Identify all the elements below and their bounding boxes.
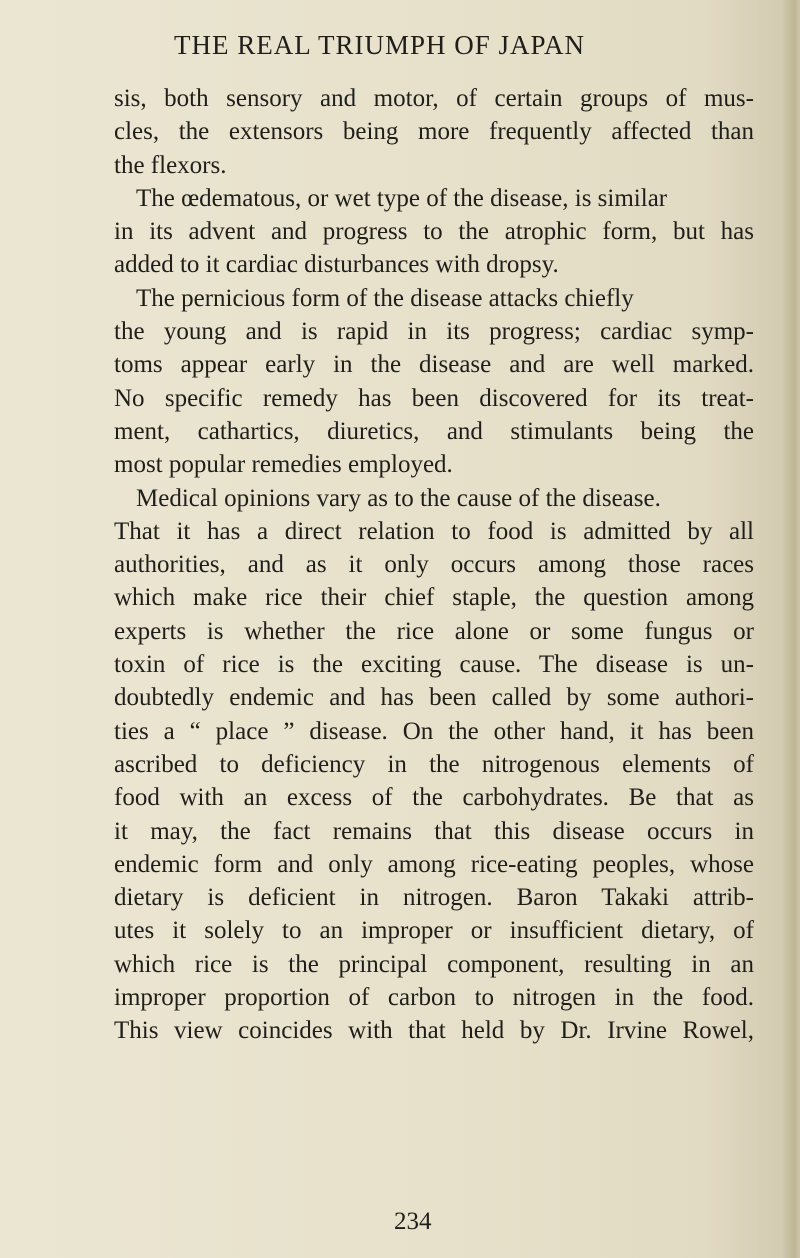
text-line: experts is whether the rice alone or some fungus or — [114, 617, 754, 645]
text-line: The pernicious form of the disease attacks chiefly — [136, 284, 634, 312]
text-line: Medical opinions vary as to the cause of the disease. — [136, 484, 661, 512]
page-number: 234 — [394, 1208, 432, 1235]
text-line: which rice is the principal component, resulting in an — [114, 950, 754, 978]
text-line: ascribed to deficiency in the nitrogenous elements of — [114, 750, 754, 778]
text-line: toxin of rice is the exciting cause. The disease is un- — [114, 651, 754, 679]
text-line: doubtedly endemic and has been called by some authori- — [114, 684, 754, 712]
text-line: sis, both sensory and motor, of certain groups of mus- — [114, 85, 754, 112]
text-line: the flexors. — [114, 151, 227, 179]
text-line: most popular remedies employed. — [114, 451, 453, 479]
text-line: added to it cardiac disturbances with dropsy. — [114, 251, 559, 279]
text-line: in its advent and progress to the atrophic form, but has — [114, 218, 754, 246]
body-text — [114, 82, 754, 1048]
text-line: food with an excess of the carbohydrates. Be that as — [114, 784, 754, 812]
text-line: which make rice their chief staple, the question among — [114, 584, 754, 612]
text-line: This view coincides with that held by Dr. Irvine Rowel, — [114, 1017, 754, 1045]
text-line: authorities, and as it only occurs among those races — [114, 551, 754, 579]
text-line: toms appear early in the disease and are well marked. — [114, 351, 754, 379]
text-line: improper proportion of carbon to nitrogen in the food. — [114, 984, 754, 1012]
text-line: No specific remedy has been discovered for its treat- — [114, 384, 754, 412]
text-line: the young and is rapid in its progress; cardiac symp- — [114, 318, 754, 346]
text-line: ties a “ place ” disease. On the other hand, it has been — [114, 717, 754, 745]
text-line: utes it solely to an improper or insufficient dietary, of — [114, 917, 754, 945]
text-line: dietary is deficient in nitrogen. Baron Takaki attrib- — [114, 884, 754, 912]
text-line: it may, the fact remains that this disease occurs in — [114, 817, 754, 845]
text-line: endemic form and only among rice-eating peoples, whose — [114, 850, 754, 878]
page-edge-shadow — [782, 0, 800, 1258]
text-line: ment, cathartics, diuretics, and stimulants being the — [114, 417, 754, 445]
text-line: cles, the extensors being more frequently affected than — [114, 118, 754, 146]
running-head: THE REAL TRIUMPH OF JAPAN — [174, 30, 586, 60]
text-line: That it has a direct relation to food is admitted by all — [114, 517, 754, 545]
text-line: The œdematous, or wet type of the disease, is similar — [136, 184, 668, 212]
